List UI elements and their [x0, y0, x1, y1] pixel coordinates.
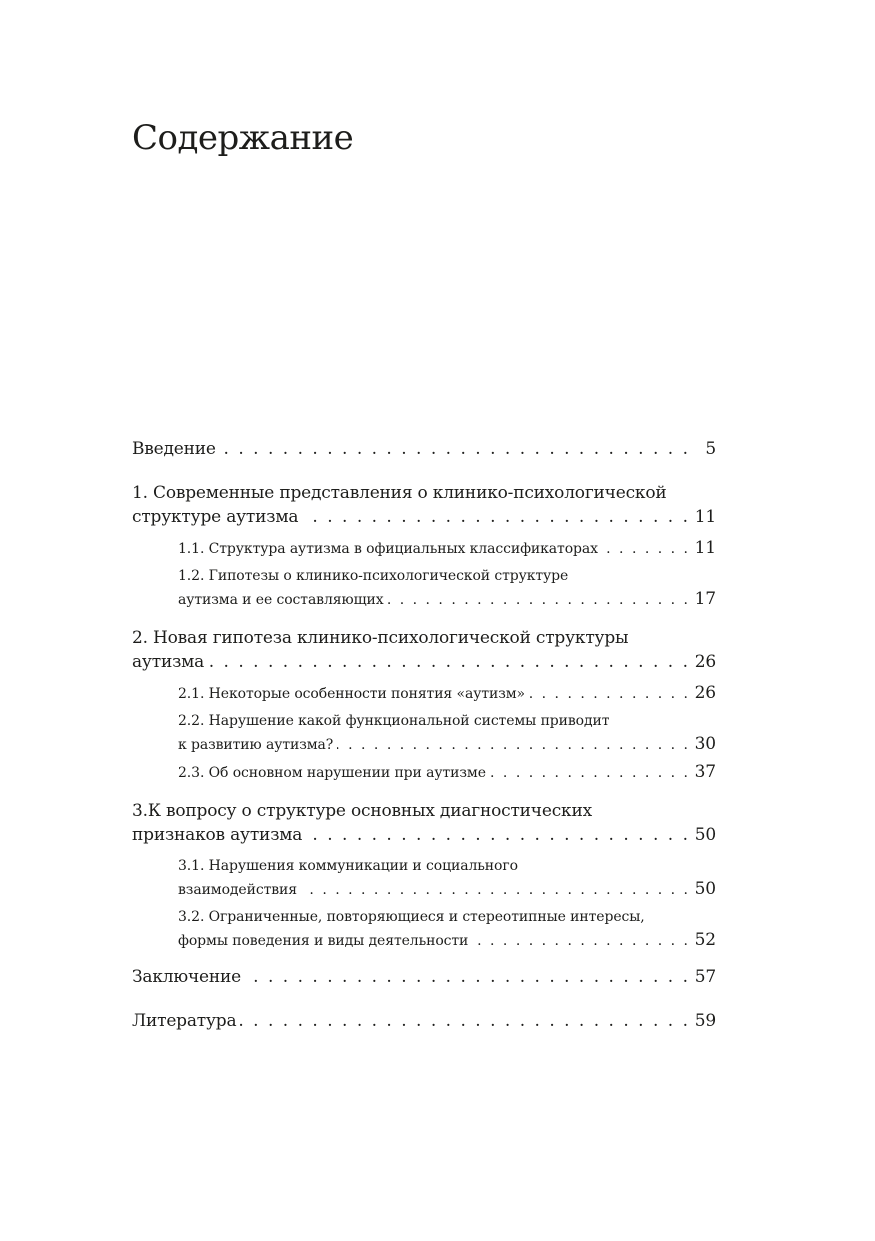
toc-page-number: 17	[694, 589, 716, 609]
toc-entry-section-2-3[interactable]	[178, 761, 716, 785]
dot-leader	[220, 437, 690, 461]
dot-leader	[302, 505, 690, 529]
toc-entry-introduction[interactable]	[132, 437, 716, 461]
toc-entry-title: 2.3. Об основном нарушении при аутизме	[178, 765, 486, 781]
toc-entry-title-line: 1.2. Гипотезы о клинико-психологической структуре	[178, 568, 569, 584]
page-title: Содержание	[132, 118, 354, 158]
toc-entry-title: Введение	[132, 439, 216, 459]
toc-entry-title: к развитию аутизма?	[178, 737, 334, 753]
dot-leader	[490, 762, 690, 785]
toc-entry-section-1-2[interactable]	[178, 565, 716, 612]
toc-page-number: 11	[694, 507, 716, 527]
toc-page-number: 26	[694, 683, 716, 703]
toc-entry-section-1-1[interactable]	[178, 537, 716, 561]
toc-entry-chapter-3[interactable]	[132, 799, 716, 847]
toc-entry-title-line: 3.2. Ограниченные, повторяющиеся и стереотипные интересы,	[178, 909, 645, 925]
dot-leader	[208, 650, 690, 674]
toc-entry-title: структуре аутизма	[132, 507, 299, 527]
toc-entry-section-3-1[interactable]	[178, 855, 716, 902]
toc-page-number: 52	[694, 930, 716, 950]
toc-page-number: 37	[694, 762, 716, 782]
toc-entry-conclusion[interactable]	[132, 965, 716, 989]
toc-page-number: 50	[694, 825, 716, 845]
toc-entry-chapter-1[interactable]	[132, 481, 716, 529]
toc-page-number: 11	[694, 538, 716, 558]
toc-page-number: 50	[694, 879, 716, 899]
toc-entry-title-line: 1. Современные представления о клинико-психологической	[132, 483, 667, 503]
toc-entry-title: Заключение	[132, 967, 241, 987]
dot-leader	[245, 965, 690, 989]
dot-leader	[388, 589, 690, 612]
toc-entry-title: 1.1. Структура аутизма в официальных классификаторах	[178, 541, 598, 557]
toc-entry-section-2-1[interactable]	[178, 682, 716, 706]
toc-entry-title: Литература	[132, 1011, 237, 1031]
toc-entry-title-line: 3.К вопросу о структуре основных диагностических	[132, 801, 592, 821]
toc-entry-title: взаимодействия	[178, 882, 297, 898]
toc-page-number: 57	[694, 967, 716, 987]
dot-leader	[337, 734, 690, 757]
toc-page-number: 5	[705, 439, 716, 459]
toc-entry-title: признаков аутизма	[132, 825, 303, 845]
toc-entry-chapter-2[interactable]	[132, 626, 716, 674]
toc-entry-section-2-2[interactable]	[178, 710, 716, 757]
table-of-contents	[132, 437, 716, 1033]
dot-leader	[472, 930, 690, 953]
dot-leader	[301, 879, 690, 902]
dot-leader	[602, 538, 690, 561]
toc-entry-title: формы поведения и виды деятельности	[178, 933, 469, 949]
dot-leader	[529, 683, 690, 706]
toc-entry-title: аутизма	[132, 652, 205, 672]
toc-entry-title-line: 2.2. Нарушение какой функциональной системы приводит	[178, 713, 610, 729]
toc-entry-title: аутизма и ее составляющих	[178, 592, 384, 608]
toc-entry-title-line: 3.1. Нарушения коммуникации и социального	[178, 858, 518, 874]
toc-entry-section-3-2[interactable]	[178, 906, 716, 953]
toc-page-number: 59	[694, 1011, 716, 1031]
toc-entry-references[interactable]	[132, 1009, 716, 1033]
toc-entry-title-line: 2. Новая гипотеза клинико-психологической структуры	[132, 628, 629, 648]
toc-page-number: 30	[694, 734, 716, 754]
dot-leader	[240, 1009, 690, 1033]
toc-entry-title: 2.1. Некоторые особенности понятия «аутизм»	[178, 686, 526, 702]
dot-leader	[306, 823, 690, 847]
toc-page-number: 26	[694, 652, 716, 672]
